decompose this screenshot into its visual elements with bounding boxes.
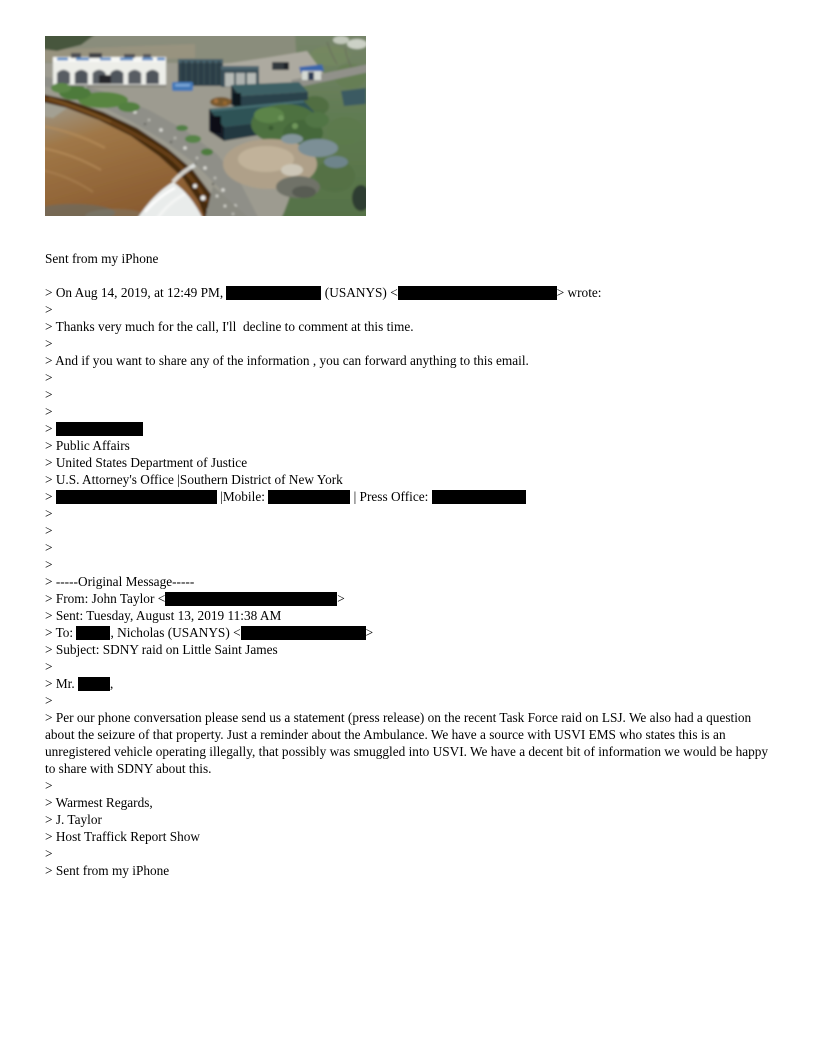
email-line: > Per our phone conversation please send us a statement (press release) on the recent Task Force raid on LSJ. We also had a question about the seizure of that property. Just a reminder about the Ambulance. We have a source with USVI EMS who states this is an unregistered vehicle operating illegally, that possibly was smuggled into USVI. We have a decent bit of information we would be happy to share with SDNY about this. [45,710,772,776]
truck [272,62,289,70]
aerial-photo-svg [45,36,366,216]
email-line: > [45,387,53,402]
email-line: > Host Traffick Report Show [45,829,201,844]
email-line: > Sent from my iPhone [45,863,170,878]
email-line: > U.S. Attorney's Office |Southern District of New York [45,472,343,487]
email-line: > [45,404,53,419]
redaction-bar [76,626,110,640]
email-line: > Mr. , [45,676,114,691]
redaction-bar [165,592,337,606]
email-line: > To: , Nicholas (USANYS) < > [45,625,374,640]
email-line: > [45,540,53,555]
redaction-bar [432,490,526,504]
email-line: > Public Affairs [45,438,130,453]
redaction-bar [268,490,350,504]
redaction-bar [226,286,321,300]
redaction-bar [56,490,217,504]
redaction-bar [241,626,366,640]
email-line: > [45,370,53,385]
email-line: > [45,659,53,674]
email-line: > From: John Taylor < > [45,591,345,606]
email-line: > [45,302,53,317]
email-line: Sent from my iPhone [45,251,159,266]
redaction-bar [78,677,110,691]
email-line: > Thanks very much for the call, I'll decline to comment at this time. [45,319,414,334]
white-arched-building [53,53,166,87]
email-line: > [45,506,53,521]
email-line: > And if you want to share any of the information , you can forward anything to this email. [45,353,529,368]
blue-boat [172,82,193,91]
email-line: > [45,846,53,861]
email-line: > -----Original Message----- [45,574,195,589]
email-line: > Sent: Tuesday, August 13, 2019 11:38 AM [45,608,282,623]
email-line: > On Aug 14, 2019, at 12:49 PM, (USANYS) < > wrote: [45,285,602,300]
email-body [45,250,771,879]
email-line: > Warmest Regards, [45,795,153,810]
email-line: > J. Taylor [45,812,102,827]
email-line: > United States Department of Justice [45,455,248,470]
redaction-bar [398,286,557,300]
aerial-photo [45,36,366,216]
redaction-bar [56,422,143,436]
email-line [45,267,771,284]
email-line: > [45,523,53,538]
blue-hut [299,65,324,81]
email-line: > Subject: SDNY raid on Little Saint James [45,642,278,657]
email-line: > [45,778,53,793]
email-line: > [45,557,53,572]
email-line: > [45,693,53,708]
email-line: > [45,420,771,437]
email-line: > |Mobile: | Press Office: [45,488,771,505]
email-line: > [45,336,53,351]
